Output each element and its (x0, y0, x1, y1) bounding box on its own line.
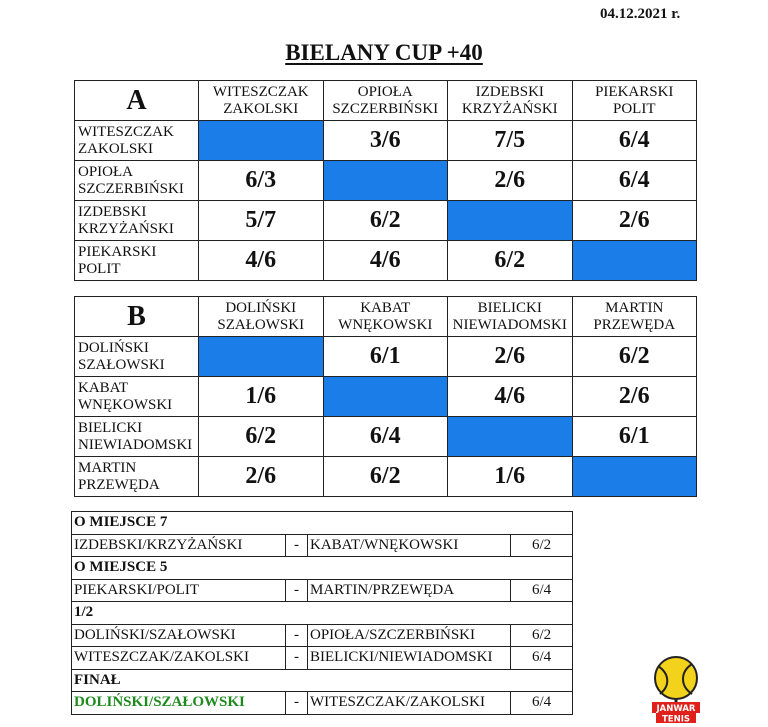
score-cell: 1/6 (199, 377, 324, 417)
player-name: OPIOŁA (78, 163, 133, 180)
match-row (72, 624, 573, 647)
team-1: DOLIŃSKI/SZAŁOWSKI (72, 692, 286, 715)
blocked-cell (572, 241, 697, 281)
player-name: SZCZERBIŃSKI (332, 100, 439, 117)
player-name: WITESZCZAK (78, 123, 174, 140)
score-cell: 4/6 (199, 241, 324, 281)
match-result: 6/2 (511, 534, 573, 557)
player-name: WNĘKOWSKI (78, 396, 173, 413)
score-cell: 1/6 (448, 457, 573, 497)
score-cell: 7/5 (448, 121, 573, 161)
player-name: KRZYŻAŃSKI (461, 100, 558, 117)
player-name: WITESZCZAK (212, 83, 309, 100)
group-b-table (74, 296, 697, 497)
separator: - (286, 579, 308, 602)
section-row (72, 557, 573, 580)
group-name: A (75, 81, 199, 121)
separator: - (286, 647, 308, 670)
player-name: KABAT (78, 379, 129, 396)
team-2: OPIOŁA/SZCZERBIŃSKI (308, 624, 511, 647)
column-header (199, 297, 324, 337)
player-name: PRZEWĘDA (593, 316, 676, 333)
player-name: KABAT (360, 299, 411, 316)
team-2: MARTIN/PRZEWĘDA (308, 579, 511, 602)
svg-text:JANWAR: JANWAR (656, 704, 696, 714)
score-cell: 6/4 (572, 161, 697, 201)
team-1: IZDEBSKI/KRZYŻAŃSKI (72, 534, 286, 557)
blocked-cell (323, 161, 448, 201)
score-cell: 2/6 (448, 161, 573, 201)
match-row (72, 579, 573, 602)
team-1: PIEKARSKI/POLIT (72, 579, 286, 602)
separator: - (286, 534, 308, 557)
score-cell: 2/6 (199, 457, 324, 497)
blocked-cell (448, 417, 573, 457)
document-date: 04.12.2021 r. (600, 6, 681, 22)
column-header (199, 81, 324, 121)
table-row (75, 457, 697, 497)
match-row (72, 647, 573, 670)
section-row (72, 512, 573, 535)
player-name: WNĘKOWSKI (338, 316, 433, 333)
player-name: SZCZERBIŃSKI (78, 180, 184, 197)
row-header (75, 121, 199, 161)
score-cell: 6/1 (572, 417, 697, 457)
match-result: 6/2 (511, 624, 573, 647)
player-name: ZAKOLSKI (78, 140, 153, 157)
playoffs-table (71, 511, 573, 715)
svg-text:TENIS: TENIS (661, 714, 691, 724)
table-row (75, 161, 697, 201)
player-name: NIEWIADOMSKI (452, 316, 567, 333)
row-header (75, 417, 199, 457)
match-result: 6/4 (511, 692, 573, 715)
section-row (72, 669, 573, 692)
player-name: IZDEBSKI (475, 83, 544, 100)
blocked-cell (572, 457, 697, 497)
section-title: O MIEJSCE 7 (72, 512, 573, 535)
row-header (75, 161, 199, 201)
score-cell: 6/2 (199, 417, 324, 457)
table-row (75, 201, 697, 241)
match-row (72, 692, 573, 715)
column-header (572, 297, 697, 337)
row-header (75, 241, 199, 281)
team-1: WITESZCZAK/ZAKOLSKI (72, 647, 286, 670)
table-row (75, 241, 697, 281)
match-result: 6/4 (511, 647, 573, 670)
team-2: WITESZCZAK/ZAKOLSKI (308, 692, 511, 715)
player-name: BIELICKI (78, 419, 143, 436)
row-header (75, 201, 199, 241)
row-header (75, 337, 199, 377)
group-a-table (74, 80, 697, 281)
table-row (75, 121, 697, 161)
janwar-tenis-logo (652, 656, 700, 724)
column-header (323, 297, 448, 337)
player-name: DOLIŃSKI (225, 299, 297, 316)
score-cell: 6/2 (572, 337, 697, 377)
column-header (448, 297, 573, 337)
player-name: MARTIN (605, 299, 664, 316)
table-row (75, 417, 697, 457)
score-cell: 6/2 (448, 241, 573, 281)
blocked-cell (323, 377, 448, 417)
separator: - (286, 692, 308, 715)
player-name: PRZEWĘDA (78, 476, 160, 493)
score-cell: 3/6 (323, 121, 448, 161)
match-result: 6/4 (511, 579, 573, 602)
table-row (75, 337, 697, 377)
player-name: KRZYŻAŃSKI (78, 220, 174, 237)
column-header (448, 81, 573, 121)
player-name: SZAŁOWSKI (78, 356, 165, 373)
team-2: BIELICKI/NIEWIADOMSKI (308, 647, 511, 670)
score-cell: 6/4 (323, 417, 448, 457)
section-title: 1/2 (72, 602, 573, 625)
score-cell: 6/4 (572, 121, 697, 161)
section-title: O MIEJSCE 5 (72, 557, 573, 580)
row-header (75, 377, 199, 417)
player-name: PIEKARSKI (595, 83, 674, 100)
player-name: PIEKARSKI (78, 243, 157, 260)
team-2: KABAT/WNĘKOWSKI (308, 534, 511, 557)
player-name: IZDEBSKI (78, 203, 147, 220)
player-name: POLIT (613, 100, 656, 117)
player-name: DOLIŃSKI (78, 339, 149, 356)
player-name: SZAŁOWSKI (217, 316, 305, 333)
player-name: OPIOŁA (357, 83, 413, 100)
row-header (75, 457, 199, 497)
score-cell: 2/6 (572, 201, 697, 241)
blocked-cell (448, 201, 573, 241)
section-row (72, 602, 573, 625)
score-cell: 5/7 (199, 201, 324, 241)
page-title: BIELANY CUP +40 (285, 40, 483, 65)
player-name: BIELICKI (477, 299, 542, 316)
score-cell: 4/6 (448, 377, 573, 417)
table-row (75, 377, 697, 417)
team-1: DOLIŃSKI/SZAŁOWSKI (72, 624, 286, 647)
blocked-cell (199, 337, 324, 377)
player-name: NIEWIADOMSKI (78, 436, 193, 453)
score-cell: 6/1 (323, 337, 448, 377)
player-name: POLIT (78, 260, 121, 277)
player-name: ZAKOLSKI (223, 100, 299, 117)
group-name: B (75, 297, 199, 337)
section-title: FINAŁ (72, 669, 573, 692)
player-name: MARTIN (78, 459, 137, 476)
score-cell: 4/6 (323, 241, 448, 281)
column-header (323, 81, 448, 121)
blocked-cell (199, 121, 324, 161)
separator: - (286, 624, 308, 647)
match-row (72, 534, 573, 557)
column-header (572, 81, 697, 121)
score-cell: 6/3 (199, 161, 324, 201)
score-cell: 2/6 (572, 377, 697, 417)
score-cell: 6/2 (323, 457, 448, 497)
score-cell: 6/2 (323, 201, 448, 241)
score-cell: 2/6 (448, 337, 573, 377)
